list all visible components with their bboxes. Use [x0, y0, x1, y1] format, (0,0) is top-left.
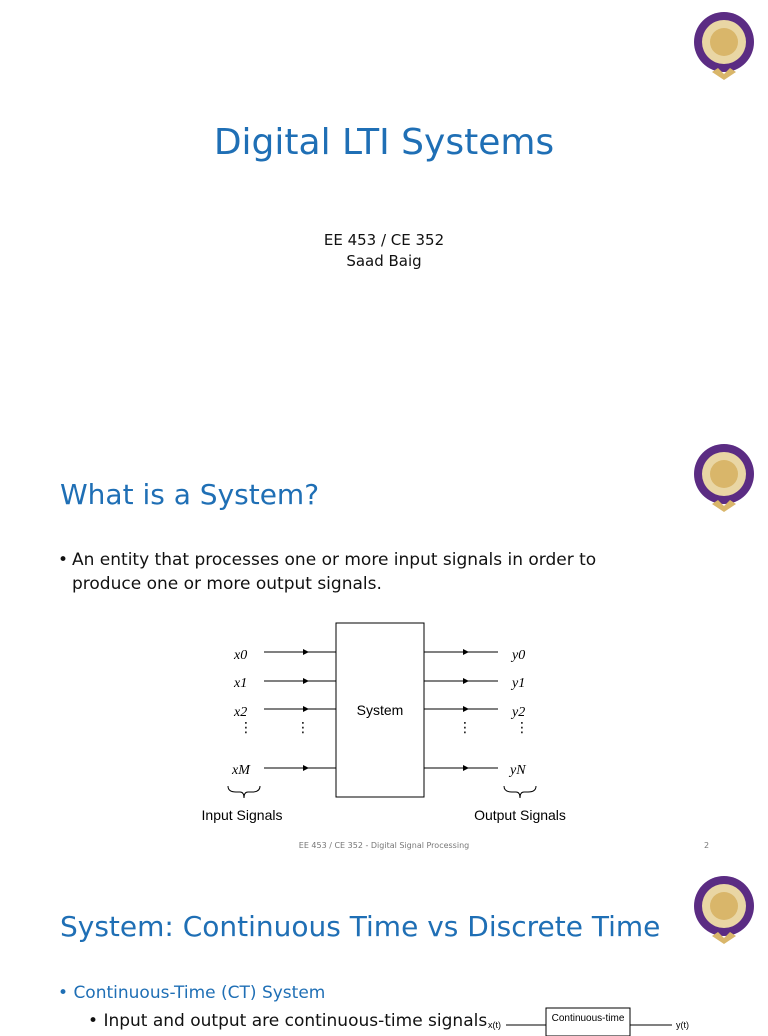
page-number: 2 [704, 841, 710, 850]
ct-system-diagram [486, 1006, 696, 1036]
output-label-y1: y1 [512, 676, 526, 691]
title-slide [0, 0, 768, 432]
slide-heading: What is a System? [60, 478, 320, 511]
input-label-xM: xM [232, 763, 250, 778]
input-brace [228, 786, 260, 798]
mini-input-label: x(t) [488, 1020, 501, 1030]
ct-vs-dt-slide [0, 864, 768, 1031]
input-label-x1: x1 [234, 676, 248, 691]
output-brace [504, 786, 536, 798]
svg-text:⋮: ⋮ [458, 720, 472, 736]
habib-university-logo [692, 442, 756, 514]
mini-output-label: y(t) [676, 1020, 689, 1030]
output-label-y0: y0 [512, 648, 526, 663]
system-block-diagram [192, 612, 582, 827]
bullet-point: • An entity that processes one or more input signals in order to produce one or more output signals. [58, 548, 678, 596]
sub-bullet-label: Input and output are continuous-time signals [103, 1011, 488, 1031]
bullet-line-2: produce one or more output signals. [72, 574, 382, 594]
input-signals-caption: Input Signals [201, 807, 283, 823]
course-code: EE 453 / CE 352 [323, 231, 445, 249]
system-slide [0, 432, 768, 864]
slide-footer: EE 453 / CE 352 - Digital Signal Processing [298, 841, 470, 850]
output-label-y2: y2 [512, 705, 526, 720]
bullet-line-1: An entity that processes one or more input signals in order to [72, 550, 597, 570]
input-label-x0: x0 [234, 648, 248, 663]
input-label-x2: x2 [234, 705, 248, 720]
bullet-ct-system: • Continuous-Time (CT) System [58, 983, 326, 1003]
ct-box-label: Continuous-time [551, 1013, 625, 1024]
svg-text:⋮: ⋮ [515, 720, 529, 736]
bullet-ct-label: Continuous-Time (CT) System [73, 983, 326, 1003]
habib-university-logo [692, 10, 756, 82]
output-signals-caption: Output Signals [474, 807, 566, 823]
output-label-yN: yN [510, 763, 526, 778]
slide-title: Digital LTI Systems [213, 122, 555, 163]
author-name: Saad Baig [346, 252, 422, 270]
habib-university-logo [692, 874, 756, 946]
slide-heading: System: Continuous Time vs Discrete Time [60, 910, 661, 943]
system-box-label: System [356, 702, 404, 718]
svg-text:⋮: ⋮ [239, 720, 253, 736]
sub-bullet: • Input and output are continuous-time signals [88, 1011, 488, 1031]
svg-text:⋮: ⋮ [296, 720, 310, 736]
subtitle-block [0, 230, 768, 272]
